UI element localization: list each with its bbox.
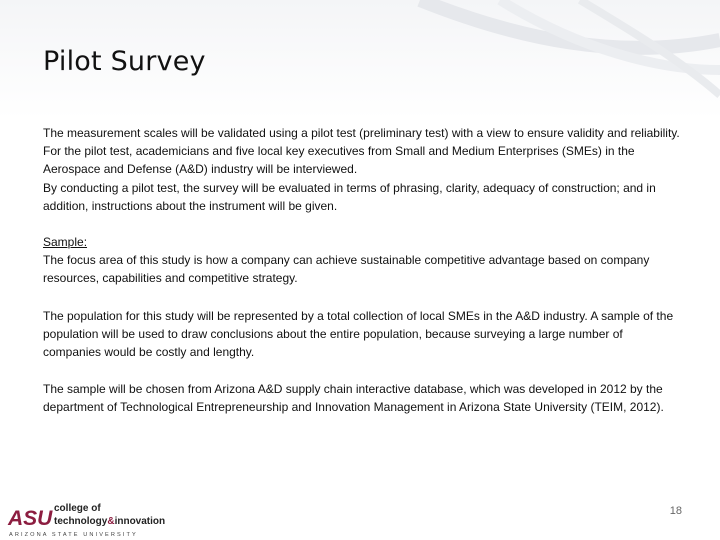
sample-paragraph: The focus area of this study is how a company can achieve sustainable competitive advantage based on company resources, capabilities and competitive strategy.: [43, 253, 650, 286]
sample-paragraph: The sample will be chosen from Arizona A&D supply chain interactive database, which was developed in 2012 by the department of Technological Entrepreneurship and Innovation Management in Arizona State University (TEIM, 2012).: [43, 382, 664, 415]
page-number: 18: [669, 505, 682, 517]
intro-paragraph: For the pilot test, academicians and five local key executives from Small and Medium Enterprises (SMEs) in the Aerospace and Defense (A&D) industry will be interviewed.: [43, 144, 635, 177]
logo-mark: ASU: [8, 507, 53, 530]
logo-line3: innovation: [114, 516, 166, 527]
background-swoosh-decoration: [380, 0, 720, 120]
svg-text:technology&innovation: [54, 516, 165, 527]
logo-line2: technology: [54, 516, 108, 527]
logo-line1: college of: [54, 503, 101, 514]
logo-connector: &: [107, 516, 115, 527]
slide-title: Pilot Survey: [43, 46, 206, 77]
sample-heading: Sample:: [43, 235, 88, 250]
intro-paragraph: The measurement scales will be validated using a pilot test (preliminary test) with a view to ensure validity and reliability.: [43, 126, 680, 140]
intro-paragraph: By conducting a pilot test, the survey will be evaluated in terms of phrasing, clarity, adequacy of construction; and in addition, instructions about the instrument will be given.: [43, 180, 656, 213]
slide-body: [43, 124, 683, 417]
sample-paragraph: The population for this study will be represented by a total collection of local SMEs in the A&D industry. A sample of the population will be used to draw conclusions about the entire population, because surveying a large number of companies would be costly and lengthy.: [43, 308, 674, 360]
logo-university: ARIZONA STATE UNIVERSITY: [9, 532, 138, 538]
asu-college-logo: [6, 500, 166, 538]
